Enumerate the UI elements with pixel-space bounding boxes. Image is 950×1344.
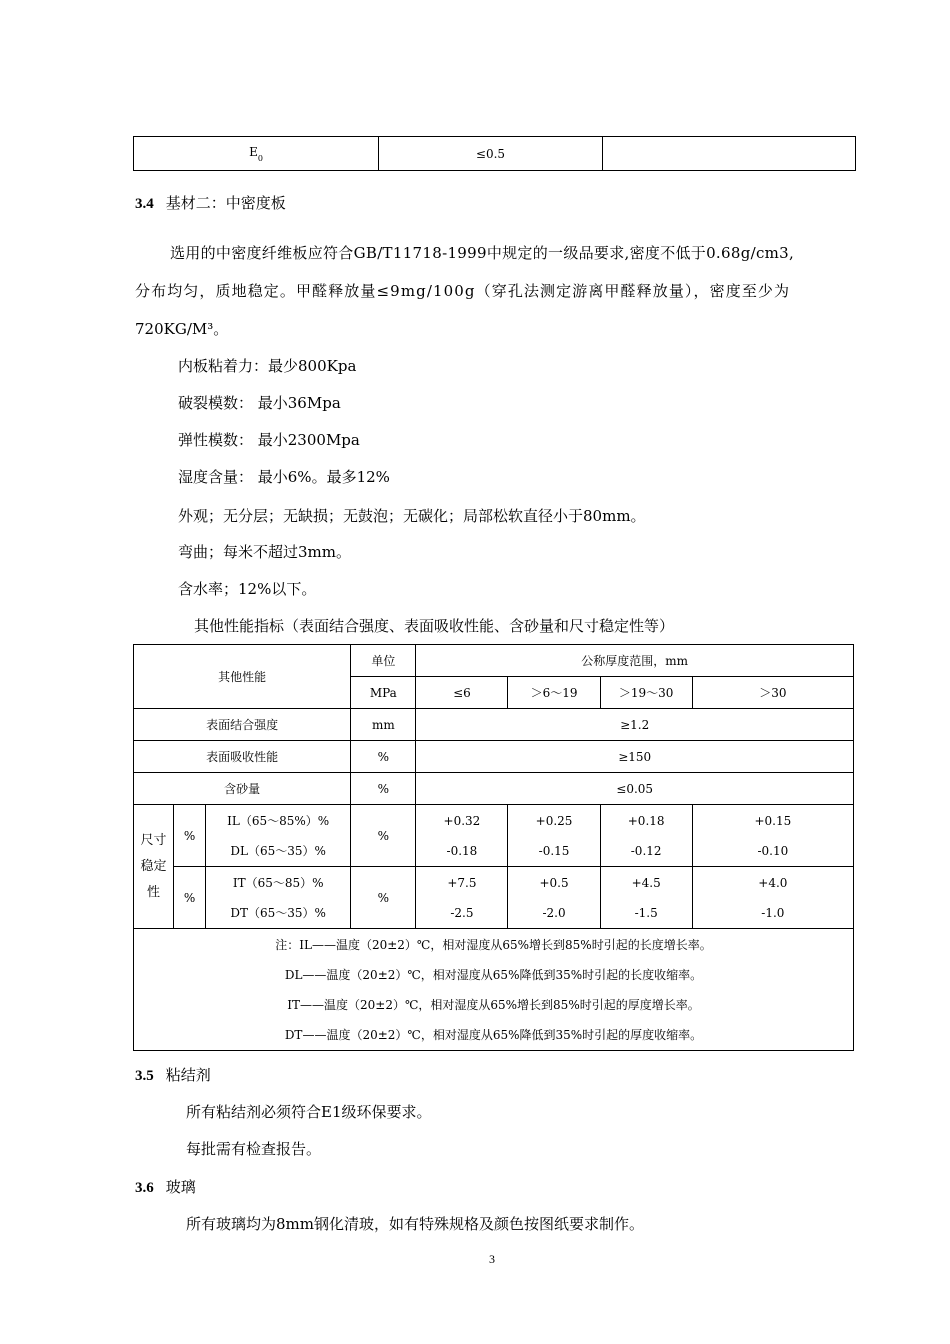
spec-line: 湿度含量： 最小6%。最多12% [178,468,390,486]
paragraph-line: 分布均匀，质地稳定。甲醛释放量≤9mg/100g（穿孔法测定游离甲醛释放量），密度至少为 [135,282,791,300]
top-table-cell [603,137,856,171]
range-cell: ＞30 [692,677,853,709]
page-number: 3 [489,1252,495,1266]
row-unit: mm [351,709,416,741]
row-label: 表面吸收性能 [134,741,351,773]
range-cell: ≤6 [416,677,508,709]
row-label: 含砂量 [134,773,351,805]
row-unit: % [351,741,416,773]
spec-line: 破裂模数： 最小36Mpa [178,394,341,412]
table-notes: 注：IL——温度（20±2）℃，相对湿度从65%增长到85%时引起的长度增长率。 DL——温度（20±2）℃，相对湿度从65%降低到35%时引起的长度收缩率。 IT——温度（20±2）℃，相对湿度从65%增长到85%时引起的厚度增长率。 DT——温度（20±2）℃，相对湿度从65%降低到35%时引起的厚度收缩率。 [134,929,854,1051]
top-table [133,136,856,171]
spec-line: 弯曲；每米不超过3mm。 [178,543,351,561]
dim-value-cell: +0.18 -0.12 [600,805,692,867]
header-range: 公称厚度范围，mm [416,645,854,677]
dim-measure-cell: IT（65～85）% DT（65～35）% [206,867,351,929]
spec-line: 内板粘着力：最少800Kpa [178,357,357,375]
performance-table [133,644,854,1051]
range-cell: ＞6～19 [508,677,600,709]
section-heading-3-6: 3.6 玻璃 [135,1178,196,1196]
spec-line: 含水率；12%以下。 [178,580,317,598]
row-value: ≤0.05 [416,773,854,805]
top-table-cell: $E_0$ [134,137,379,171]
header-mpa: MPa [351,677,416,709]
table-caption: 其他性能指标（表面结合强度、表面吸收性能、含砂量和尺寸稳定性等） [194,617,675,635]
header-unit: 单位 [351,645,416,677]
section-heading-3-4: 3.4 基材二：中密度板 [135,194,286,212]
row-value: ≥1.2 [416,709,854,741]
dim-value-cell: +7.5 -2.5 [416,867,508,929]
row-label: 表面结合强度 [134,709,351,741]
header-other: 其他性能 [134,645,351,709]
dim-value-cell: +0.32 -0.18 [416,805,508,867]
paragraph-line: 720KG/M³。 [135,320,229,338]
pct-cell: % [174,867,206,929]
dim-value-cell: +4.5 -1.5 [600,867,692,929]
section-heading-3-5: 3.5 粘结剂 [135,1066,211,1084]
pct-cell: % [174,805,206,867]
section-line: 所有玻璃均为8mm钢化清玻，如有特殊规格及颜色按图纸要求制作。 [186,1215,644,1233]
dim-value-cell: +0.5 -2.0 [508,867,600,929]
dim-value-cell: +0.25 -0.15 [508,805,600,867]
row-value: ≥150 [416,741,854,773]
spec-line: 弹性模数： 最小2300Mpa [178,431,360,449]
row-unit: % [351,773,416,805]
paragraph-line: 选用的中密度纤维板应符合GB/T11718-1999中规定的一级品要求,密度不低于0.68g/cm3, [170,244,795,262]
dim-value-cell: +0.15 -0.10 [692,805,853,867]
dimension-stability-label: 尺寸 稳定 性 [134,805,174,929]
section-line: 每批需有检查报告。 [186,1140,322,1158]
section-line: 所有粘结剂必须符合E1级环保要求。 [186,1103,432,1121]
dim-measure-cell: IL（65～85%）% DL（65～35）% [206,805,351,867]
dim-unit: % [351,805,416,867]
dim-value-cell: +4.0 -1.0 [692,867,853,929]
spec-line: 外观；无分层；无缺损；无鼓泡；无碳化；局部松软直径小于80mm。 [178,507,646,525]
top-table-cell: ≤0.5 [379,137,603,171]
range-cell: ＞19～30 [600,677,692,709]
dim-unit: % [351,867,416,929]
